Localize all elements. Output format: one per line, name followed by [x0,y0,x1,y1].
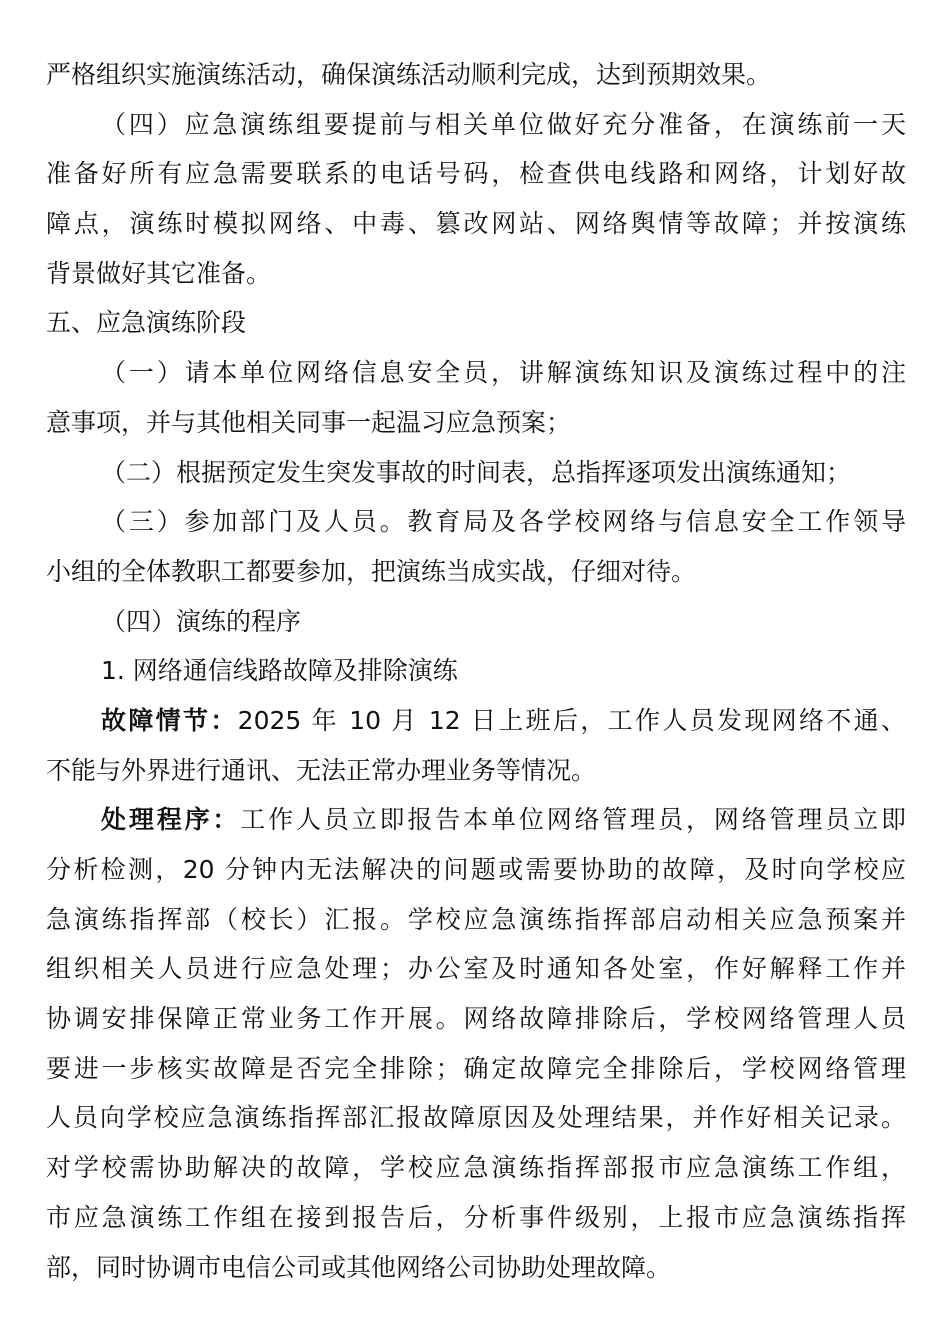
paragraph-line: 准备好所有应急需要联系的电话号码，检查供电线路和网络，计划好故 [46,159,906,189]
paragraph-line: （二）根据预定发生突发事故的时间表，总指挥逐项发出演练通知； [101,457,852,487]
paragraph-line: 不能与外界进行通讯、无法正常办理业务等情况。 [46,755,597,785]
paragraph-line: 小组的全体教职工都要参加，把演练当成实战，仔细对待。 [46,556,697,586]
paragraph-line: 分析检测，20 分钟内无法解决的问题或需要协助的故障，及时向学校应 [46,855,906,884]
paragraph-line: 意事项，并与其他相关同事一起温习应急预案； [46,407,572,437]
fault-text: 2025 年 10 月 12 日上班后，工作人员发现网络不通、 [237,705,906,735]
paragraph-line: 严格组织实施演练活动，确保演练活动顺利完成，达到预期效果。 [46,60,772,89]
paragraph-line: 对学校需协助解决的故障，学校应急演练指挥部报市应急演练工作组， [46,1153,906,1183]
paragraph-line: （四）应急演练组要提前与相关单位做好充分准备，在演练前一天 [101,109,906,139]
paragraph-line: 协调安排保障正常业务工作开展。网络故障排除后，学校网络管理人员 [46,1004,906,1034]
paragraph-line: 要进一步核实故障是否完全排除；确定故障完全排除后，学校网络管理 [46,1053,906,1083]
process-text: 工作人员立即报告本单位网络管理员，网络管理员立即 [240,805,906,835]
paragraph-line: 人员向学校应急演练指挥部汇报故障原因及处理结果，并作好相关记录。 [46,1103,906,1133]
document-page [46,50,906,1292]
item-heading: 1. 网络通信线路故障及排除演练 [101,656,458,686]
paragraph-line: 组织相关人员进行应急处理；办公室及时通知各处室，作好解释工作并 [46,954,906,984]
fault-label: 故障情节： [101,705,238,735]
paragraph-line: （三）参加部门及人员。教育局及各学校网络与信息安全工作领导 [101,507,906,537]
process-label: 处理程序： [101,805,241,835]
paragraph-line: 急演练指挥部（校长）汇报。学校应急演练指挥部启动相关应急预案并 [46,904,906,934]
section-heading: 五、应急演练阶段 [46,308,247,338]
subsection-heading: （四）演练的程序 [101,606,302,636]
process-line [46,795,906,845]
paragraph-line: （一）请本单位网络信息安全员，讲解演练知识及演练过程中的注 [101,358,906,388]
fault-scenario-line [46,696,906,746]
paragraph-line: 市应急演练工作组在接到报告后，分析事件级别，上报市应急演练指挥 [46,1202,906,1232]
paragraph-line: 部，同时协调市电信公司或其他网络公司协助处理故障。 [46,1252,672,1282]
paragraph-line: 背景做好其它准备。 [46,258,272,288]
paragraph-line: 障点，演练时模拟网络、中毒、篡改网站、网络舆情等故障；并按演练 [46,209,906,239]
